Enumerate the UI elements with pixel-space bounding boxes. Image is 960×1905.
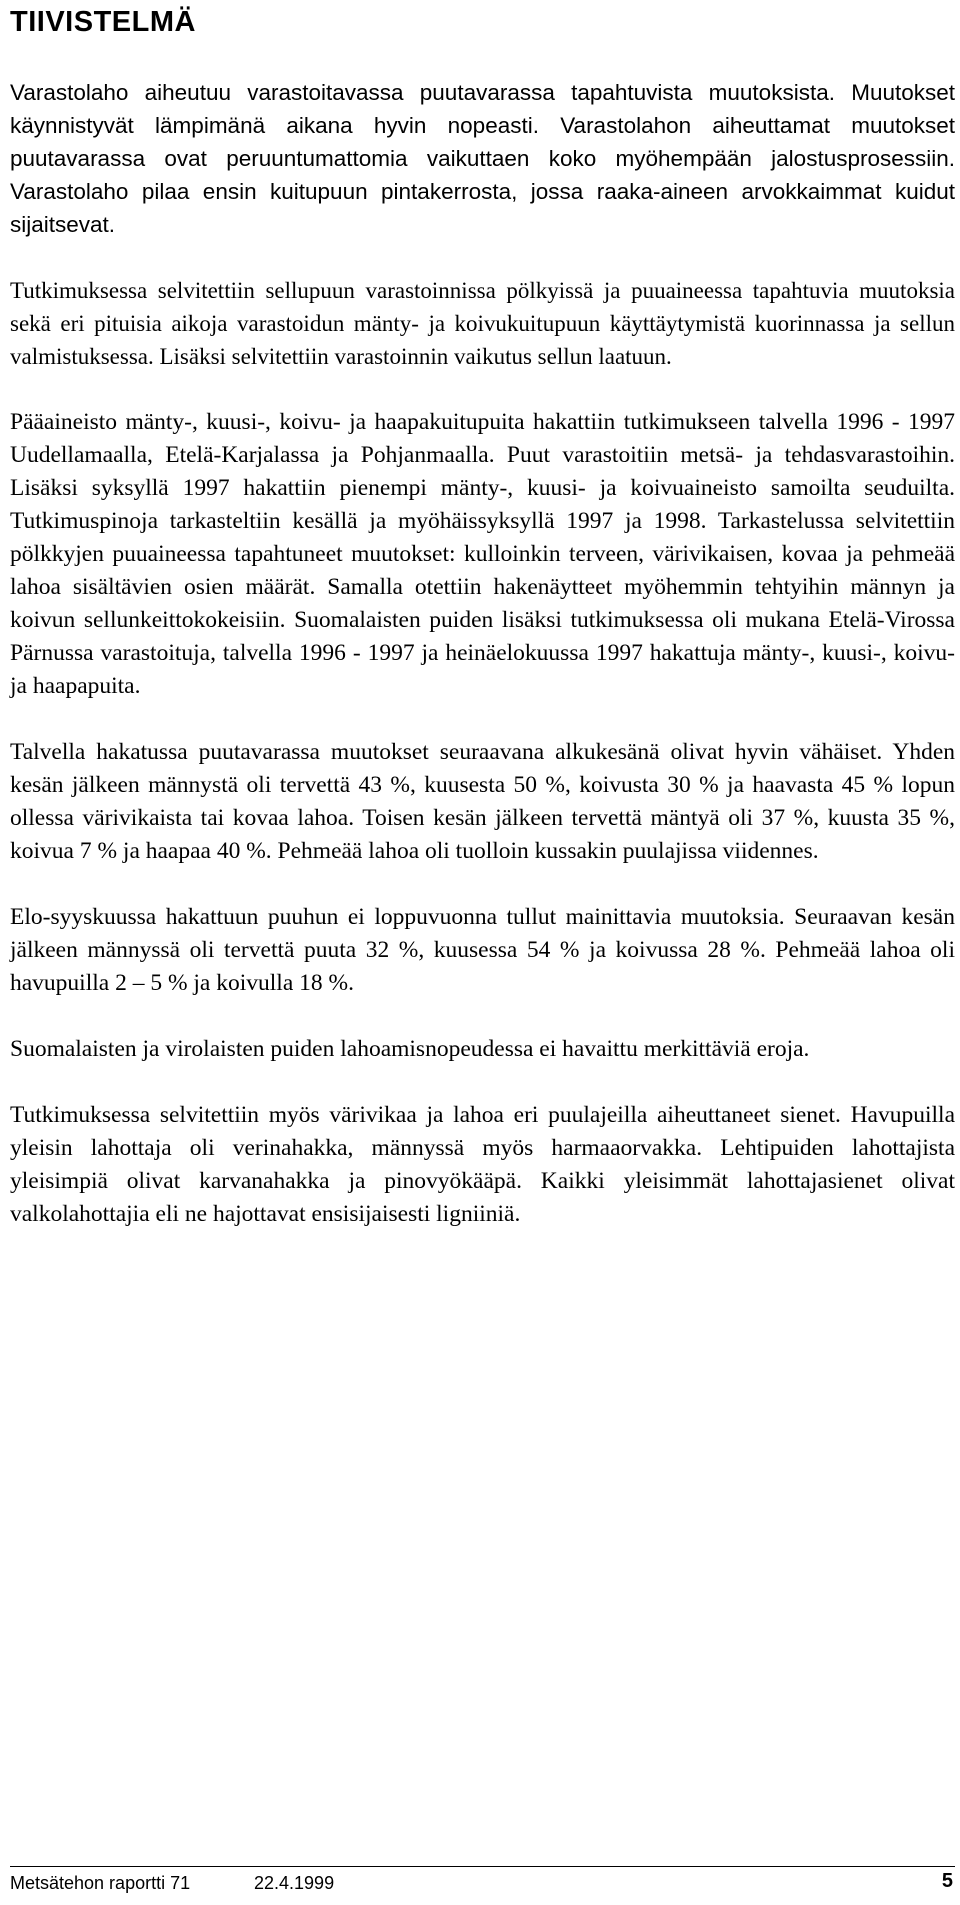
paragraph-3: Pääaineisto mänty-, kuusi-, koivu- ja haapakuitupuita hakattiin tutkimukseen talvella 1996 - 1997 Uudellamaalla, Etelä-Karjalassa ja Pohjanmaalla. Puut varastoitiin metsä- ja tehdasvarastoihin. Lisäksi syksyllä 1997 hakattiin pienempi mänty-, kuusi- ja koivuaineisto samoilta seuduilta. Tutkimuspinoja tarkasteltiin kesällä ja myöhäissyksyllä 1997 ja 1998. Tarkastelussa selvitettiin pölkkyjen puuaineessa tapahtuneet muutokset: kulloinkin terveen, värivikaisen, kovaa ja pehmeää lahoa sisältävien osien määrät. Samalla otettiin hakenäytteet myöhemmin tehtyihin männyn ja koivun sellunkeittokokeisiin. Suomalaisten puiden lisäksi tutkimuksessa oli mukana Etelä-Virossa Pärnussa varastoituja, talvella 1996 - 1997 ja heinäelokuussa 1997 hakattuja mänty-, kuusi-, koivu- ja haapapuita. xyxy=(10,409,955,699)
paragraph-4: Talvella hakatussa puutavarassa muutokset seuraavana alkukesänä olivat hyvin vähäiset. Yhden kesän jälkeen männystä oli tervettä 43 %, kuusesta 50 %, koivusta 30 % ja haavasta 45 % lopun ollessa värivikaista tai kovaa lahoa. Toisen kesän jälkeen tervettä mäntyä oli 37 %, kuusta 35 %, koivua 7 % ja haapaa 40 %. Pehmeää lahoa oli tuolloin kussakin puulajissa viidennes. xyxy=(10,739,955,864)
paragraph-2: Tutkimuksessa selvitettiin sellupuun varastoinnissa pölkyissä ja puuaineessa tapahtuvia muutoksia sekä eri pituisia aikoja varastoidun mänty- ja koivukuitupuun käyttäytymistä kuorinnassa ja sellun valmistuksessa. Lisäksi selvitettiin varastoinnin vaikutus sellun laatuun. xyxy=(10,278,955,369)
report-series: Metsätehon raportti 71 xyxy=(10,1873,191,1893)
paragraph-7: Tutkimuksessa selvitettiin myös värivikaa ja lahoa eri puulajeilla aiheuttaneet sienet. Havupuilla yleisin lahottaja oli verinahakka, männyssä myös harmaaorvakka. Lehtipuiden lahottajista yleisimpiä olivat karvanahakka ja pinovyökääpä. Kaikki yleisimmät lahottajasienet olivat valkolahottajia eli ne hajottavat ensisijaisesti ligniiniä. xyxy=(10,1102,955,1227)
abstract-body xyxy=(10,76,955,1264)
paragraph-1: Varastolaho aiheutuu varastoitavassa puutavarassa tapahtuvista muutoksista. Muutokset käynnistyvät lämpimänä aikana hyvin nopeasti. Varastolahon aiheuttamat muutokset puutavarassa ovat peruuntumattomia vaikuttaen koko myöhempään jalostusprosessiin. Varastolaho pilaa ensin kuitupuun pintakerrosta, jossa raaka-aineen arvokkaimmat kuidut sijaitsevat. xyxy=(10,80,955,237)
page-title: TIIVISTELMÄ xyxy=(10,6,196,38)
page-number: 5 xyxy=(941,1870,953,1892)
paragraph-6: Suomalaisten ja virolaisten puiden lahoamisnopeudessa ei havaittu merkittäviä eroja. xyxy=(10,1036,810,1062)
paragraph-5: Elo-syyskuussa hakattuun puuhun ei loppuvuonna tullut mainittavia muutoksia. Seuraavan kesän jälkeen männyssä oli tervettä puuta 32 %, kuusessa 54 % ja koivussa 28 %. Pehmeää lahoa oli havupuilla 2 – 5 % ja koivulla 18 %. xyxy=(10,904,955,996)
report-date: 22.4.1999 xyxy=(254,1873,335,1893)
footer-divider xyxy=(10,1866,955,1867)
